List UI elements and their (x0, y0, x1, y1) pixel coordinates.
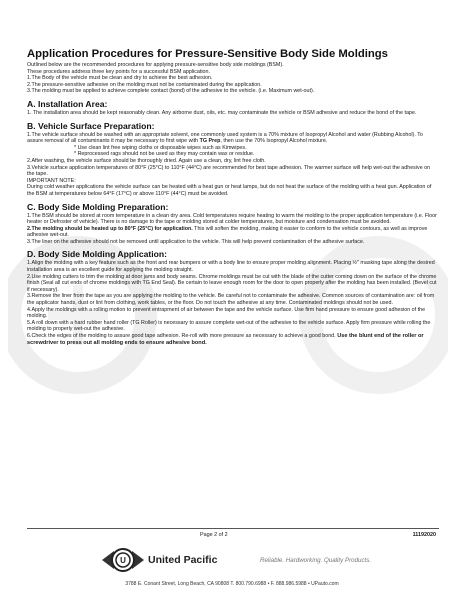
section-d-step-6-text: 6.Check the edges of the molding to assure good tape adhesion. Re-roll with more pressure as necessary to achieve a good bond. (27, 333, 336, 339)
section-d-step-4: 4.Apply the moldings with a rolling motion to prevent entrapment of air between the tape and the vehicle surface. Use firm hand pressure to ensure good adhesion of the molding. (27, 306, 426, 320)
document-body (27, 48, 439, 346)
section-d-heading: D. Body Side Molding Application: (27, 249, 168, 260)
document-title: Application Procedures for Pressure-Sensitive Body Side Moldings (27, 48, 388, 60)
page-number: Page 2 of 2 (200, 532, 228, 538)
section-a-text: 1. The installation area should be kept reasonably clean. Any airborne dust, oils, etc. may contaminate the vehicle or BSM adhesive and reduce the bond of the tape. (27, 109, 417, 116)
united-pacific-logo-icon (100, 547, 146, 573)
section-b-step-1 (27, 132, 439, 145)
section-d-step-5: 5.A roll down with a hard rubber hand roller (TG Roller) is necessary to assure complete wet-out of the adhesive to the vehicle surface. Apply firm pressure while rolling the molding to properly wet-out the adhesive. (27, 319, 431, 333)
intro-line: 3.The molding must be applied to achieve complete contact (bond) of the adhesive to the vehicle. (i.e. Maximum wet-out). (27, 88, 315, 95)
section-b-step-3: 3.Vehicle surface application temperatures of 80°F (25°C) to 110°F (44°C) are recommended for best tape adhesion. The warmer surface will help wet-out the adhesive on the tape. (27, 164, 431, 178)
section-d-step-3: 3.Remove the liner from the tape as you are applying the molding to the vehicle. Be careful not to contaminate the adhesive. Common sources of contamination are: oil from the applicator hands, dust or lint from clothing, work tables, or the floor. Do not touch the adhesive at any time. Contaminated moldings should not be used. (27, 293, 435, 307)
intro-line: 1.The Body of the vehicle must be clean and dry to achieve the best adhesion. (27, 75, 213, 82)
section-d-step-6-bold: Use the blunt end of the roller or screwdriver to press out all molding ends to ensure adhesive bond. (27, 333, 424, 346)
intro-line: 2.The pressure-sensitive adhesive on the molding must not be contaminated during the application. (27, 81, 262, 88)
important-note-label: IMPORTANT NOTE: (27, 177, 76, 184)
document-id: 11192020 (412, 532, 436, 538)
section-b-step-1-text: 1.The vehicle surface should be washed with an appropriate solvent, one commonly used system is a 70% mixture of Isopropyl Alcohol and water (Rubbing Alcohol). To assure removal of all contaminants it may be necessary to first wipe with (27, 131, 423, 145)
section-b-bullet: * Use clean lint free wiping cloths or disposable wipes such as Kimwipes. (74, 144, 247, 151)
brand-name: United Pacific (148, 554, 218, 566)
brand-tagline: Reliable. Hardworking. Quality Products. (260, 557, 372, 564)
section-b-step-1-end: , then use the 70% Isopropyl Alcohol mixture. (220, 138, 328, 145)
section-c-step-3: 3.The liner on the adhesive should not be removed until application to the vehicle. This will help prevent contamination of the adhesive surface. (27, 238, 365, 245)
intro-block (27, 62, 439, 95)
section-b-bullet: * Reprocessed rags should not be used as they may contain wax or residue. (74, 151, 255, 158)
section-c-step-2 (27, 226, 439, 239)
section-d-step-1: 1.Align the molding with a key feature such as the front and rear bumpers or with a body line to ensure proper molding alignment. Placing ½" masking tape along the desired installation area is an excellent guide for applying the molding straight. (27, 260, 435, 274)
section-b-heading: B. Vehicle Surface Preparation: (27, 120, 155, 131)
svg-text:U: U (120, 556, 126, 565)
company-address: 3788 E. Conant Street, Long Beach, CA 90808 T. 800.790.6988 • F. 888.986.5988 • UPauto.com (125, 581, 339, 587)
section-c-step-2-end: This will soften the molding, making it easier to conform to the vehicle contours, as well as improve adhesive wet-out. (27, 225, 428, 239)
section-b-step-2: 2.After washing, the vehicle surface should be thoroughly dried. Again use a clean, dry, lint free cloth. (27, 157, 266, 164)
important-note-text: During cold weather applications the vehicle surface can be heated with a heat gun or heat lamps, but do not heat the surface of the molding with a heat gun. Application of the BSM at temperatures below 64°F (17°C) or above 110°F (44°C) must be avoided. (27, 184, 432, 197)
section-a-heading: A. Installation Area: (27, 98, 108, 109)
footer-divider (27, 528, 439, 529)
tg-prep-label: TG Prep (199, 138, 221, 145)
section-d-step-2: 2.Use molding cutters to trim the molding at door jams and body seams. Chrome moldings must be cut with the blade of the cutter coming down on the surface of the chrome finish (Seal all cut ends of chrome moldings with TG End Seal). Be certain to leave enough room for the door to open properly after the molding has been installed. (Bevel cut if necessary). (27, 273, 437, 293)
section-c-step-1: 1.The BSM should be stored at room temperature in a clean dry area. Cold temperatures require heating to warm the molding to the proper application temperature (i.e. Floor heater or Defroster of vehicle). There is no damage to the tape or molding stored at colder temperatures, but moisture and condensation must be avoided. (27, 212, 437, 226)
section-d-step-6 (27, 333, 439, 346)
intro-line: Outlined below are the recommended procedures for applying pressure-sensitive body side moldings (BSM). (27, 62, 284, 68)
section-c-heading: C. Body Side Molding Preparation: (27, 201, 169, 212)
section-c-step-2-bold: 2.The molding should be heated up to 80°F (25°C) for application. (27, 225, 193, 232)
intro-line: These procedures address three key points for a successful BSM application. (27, 68, 210, 75)
